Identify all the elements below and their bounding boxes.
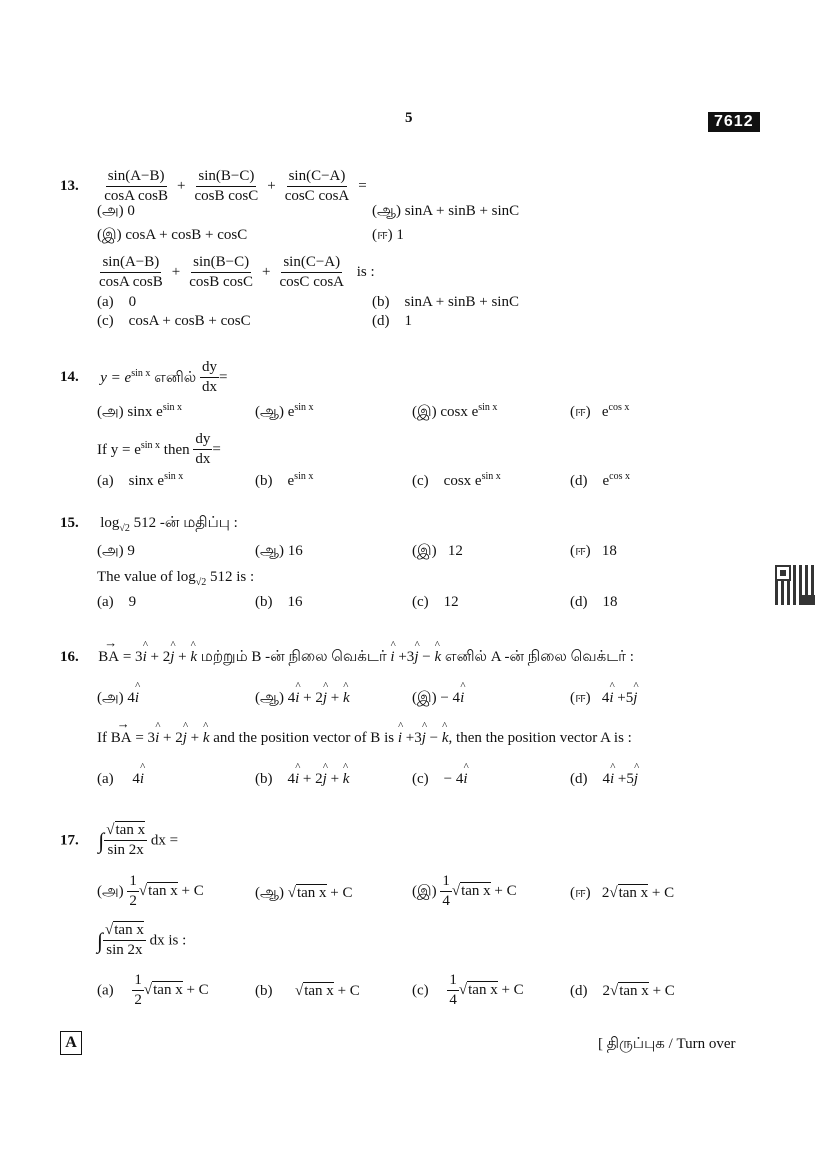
q14-english-question: If $y = e^{sin x}$ then $\frac{dy}{dx}$ = (97, 431, 221, 468)
q15-option-en-4: (d) 18 (570, 594, 618, 610)
q17-tamil-question: 17. ∫ $\frac{\text{√tan x}}{\sin 2x}$ dx = (60, 822, 179, 859)
q17-option-ta-2: (ஆ) √tan x + C (255, 885, 353, 901)
q13-option-en-2: (b) sinA + sinB + sinC (372, 294, 519, 310)
q16-option-ta-1: (அ) 4^ i (97, 689, 139, 708)
paper-code-badge: 7612 (708, 112, 760, 132)
q17-option-ta-4: (ஈ) 2√tan x + C (570, 885, 675, 901)
q13-option-ta-1: (அ) 0 (97, 203, 135, 219)
q14-option-ta-3: (இ) cosx $e^{sin x}$ (412, 402, 498, 420)
q17-option-en-3: (c) $\frac{1}{4}$ √tan x + C (412, 972, 524, 1009)
q13-option-en-1: (a) 0 (97, 294, 137, 310)
q14-tamil-question: 14. $y = e^{sin x}$ எனில் $\frac{dy}{dx}$ = (60, 359, 228, 396)
qr-code-icon (775, 565, 815, 605)
q15-option-ta-1: (அ) 9 (97, 543, 135, 559)
q15-option-en-1: (a) 9 (97, 594, 137, 610)
q15-option-en-2: (b) 16 (255, 594, 303, 610)
q13-option-en-3: (c) cosA + cosB + cosC (97, 313, 251, 329)
q16-english-question: If → BA = 3^ i + 2^ j + ^ k and the position vector of B is ^ i +3^ j − ^ k, then the position vector A is : (97, 730, 632, 747)
q14-option-en-4: (d) $e^{cos x}$ (570, 471, 631, 489)
q16-option-ta-3: (இ) − 4^ i (412, 689, 464, 708)
q13-english-expression: $\frac{\sin(A-B)}{\text{cosA cosB}}$ + $\frac{\sin(B-C)}{\text{cosB cosC}}$ + $\frac{\sin(C-A)}{\text{cosC cosA}}$ is : (99, 254, 375, 291)
page-number: 5 (405, 110, 413, 126)
q14-option-en-2: (b) $e^{sin x}$ (255, 471, 314, 489)
turn-over-label: [ திருப்புக / Turn over (598, 1036, 736, 1052)
q14-option-en-1: (a) sinx $e^{sin x}$ (97, 471, 184, 489)
q15-tamil-question: 15. $\log_{√2} 512$ -ன் மதிப்பு : (60, 515, 238, 534)
q17-english-question: ∫ $\frac{\text{√tan x}}{\sin 2x}$ dx is : (97, 922, 187, 959)
q15-option-ta-3: (இ) 12 (412, 543, 463, 559)
q17-option-en-4: (d) 2√tan x + C (570, 983, 675, 999)
q13-option-en-4: (d) 1 (372, 313, 412, 329)
q17-option-en-1: (a) $\frac{1}{2}$ √tan x + C (97, 972, 209, 1009)
q13-option-ta-2: (ஆ) sinA + sinB + sinC (372, 203, 520, 219)
q16-option-en-2: (b) 4^ i + 2^ j + ^ k (255, 771, 349, 788)
q13-number: 13. (60, 178, 79, 195)
q16-tamil-question: 16. → BA = 3^ i + 2^ j + ^ k மற்றும் B -ன் நிலை வெக்டர் ^ i +3^ j − ^ k எனில் A -ன் நிலை வெக்டர் : (60, 648, 634, 667)
q16-option-ta-4: (ஈ) 4^ i +5^ j (570, 689, 637, 708)
q16-option-en-1: (a) 4^ i (97, 771, 144, 788)
q15-option-en-3: (c) 12 (412, 594, 459, 610)
q15-option-ta-2: (ஆ) 16 (255, 543, 303, 559)
q17-option-en-2: (b) √tan x + C (255, 983, 360, 999)
q13-option-ta-4: (ஈ) 1 (372, 227, 404, 243)
q17-option-ta-3: (இ) $\frac{1}{4}$ √tan x + C (412, 873, 517, 910)
q14-option-ta-1: (அ) sinx $e^{sin x}$ (97, 402, 183, 420)
q14-option-ta-2: (ஆ) $e^{sin x}$ (255, 402, 314, 420)
version-box: A (60, 1031, 82, 1055)
q16-option-ta-2: (ஆ) 4^ i + 2^ j + ^ k (255, 689, 350, 708)
q13-option-ta-3: (இ) cosA + cosB + cosC (97, 227, 248, 243)
q17-option-ta-1: (அ) $\frac{1}{2}$ √tan x + C (97, 873, 204, 910)
q14-option-en-3: (c) cosx $e^{sin x}$ (412, 471, 501, 489)
q15-option-ta-4: (ஈ) 18 (570, 543, 617, 559)
q15-english-question: The value of $\log_{√2} 512$ is : (97, 569, 255, 588)
q13-tamil-expression: 13. $\frac{\sin(A-B)}{\text{cosA cosB}}$ + $\frac{\sin(B-C)}{\text{cosB cosC}}$ + $\frac{\sin(C-A)}{\text{cosC cosA}}$ = (60, 168, 367, 205)
q16-option-en-4: (d) 4^ i +5^ j (570, 771, 638, 788)
q16-option-en-3: (c) − 4^ i (412, 771, 468, 788)
q14-option-ta-4: (ஈ) $e^{cos x}$ (570, 402, 630, 420)
